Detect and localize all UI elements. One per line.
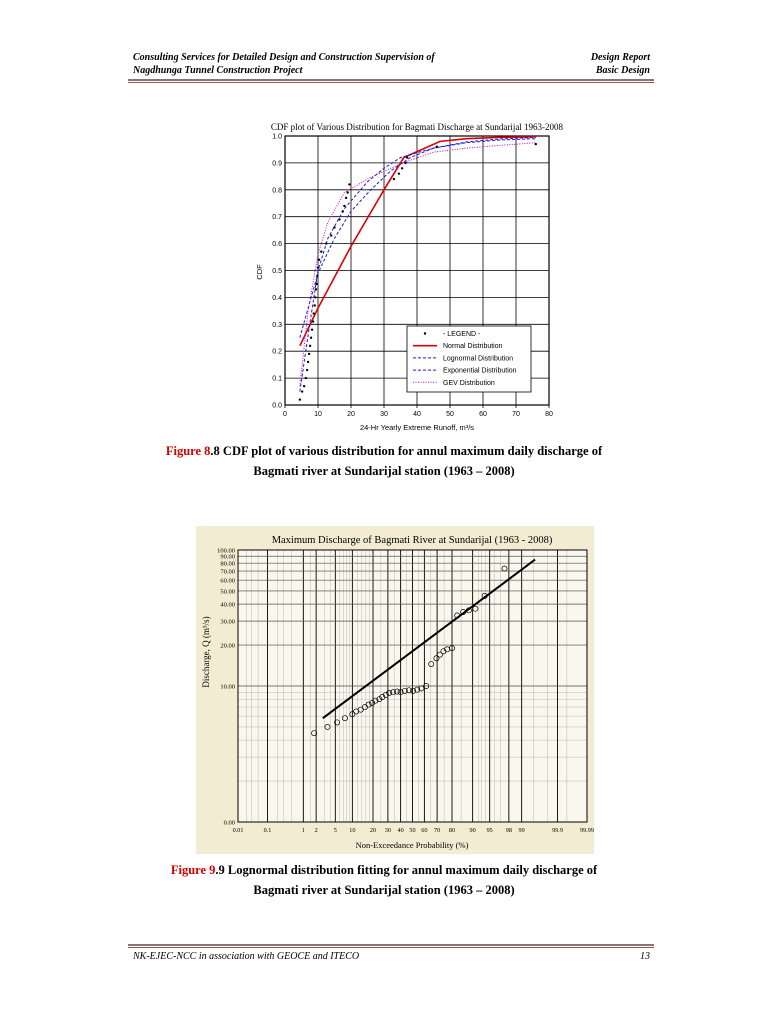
page-number: 13 [640,951,650,962]
cdf-y-tick-label: 0.0 [272,402,282,410]
cdf-data-point [301,390,303,392]
lognormal-chart-title: Maximum Discharge of Bagmati River at Sundarijal (1963 - 2008) [271,535,553,546]
cdf-legend [407,326,531,392]
lognormal-x-axis-label: Non-Exceedance Probability (%) [355,840,469,850]
lognormal-y-tick-label: 40.00 [220,601,235,609]
lognormal-y-tick-label: 10.00 [220,683,235,691]
lognormal-x-tick-label: 1 [301,827,305,834]
header-rule-accent [128,82,654,83]
lognormal-y-tick-label: 50.00 [220,588,235,596]
cdf-legend-title: - LEGEND - [443,331,481,338]
cdf-data-point [318,259,320,261]
cdf-data-point [325,242,327,244]
cdf-data-point [314,296,316,298]
header-report-type: Design Report [590,52,650,63]
cdf-data-point [315,288,317,290]
lognormal-x-tick-label: 95 [486,827,493,834]
lognormal-x-tick-label: 99 [518,827,525,834]
cdf-data-point [406,156,408,158]
cdf-x-tick-label: 70 [512,411,520,418]
lognormal-x-tick-label: 98 [505,827,512,834]
cdf-data-point [306,369,308,371]
lognormal-y-tick-label: 20.00 [220,642,235,650]
cdf-x-tick-label: 0 [283,411,287,418]
footer-organization: NK-EJEC-NCC in association with GEOCE and ITECO [133,951,360,962]
cdf-data-point [330,234,332,236]
lognormal-y-tick-label: 0.00 [223,819,235,827]
cdf-chart-title: CDF plot of Various Distribution for Bagmati Discharge at Sundarijal 1963-2008 [270,122,564,132]
lognormal-x-tick-label: 30 [384,827,391,834]
figure-9-caption [0,860,768,900]
lognormal-y-tick-label: 30.00 [220,618,235,626]
cdf-x-tick-label: 30 [380,411,388,418]
cdf-data-point [299,398,301,400]
lognormal-y-tick-label: 70.00 [220,568,235,576]
cdf-data-point [310,337,312,339]
figure-8-label: Figure 8 [165,444,211,458]
cdf-legend-entry: Lognormal Distribution [443,355,514,363]
lognormal-x-tick-label: 5 [333,827,337,834]
report-header-right [591,51,650,77]
cdf-data-point [398,172,400,174]
header-project-line1: Consulting Services for Detailed Design and Construction Supervision of [133,52,435,63]
cdf-x-axis-label: 24-Hr Yearly Extreme Runoff, m³/s [359,423,475,432]
cdf-data-point [312,320,314,322]
cdf-y-tick-label: 0.6 [272,241,282,249]
cdf-y-tick-label: 0.9 [272,160,282,168]
cdf-y-tick-label: 1.0 [272,133,282,141]
figure-9-label: Figure 9 [170,863,216,877]
header-report-section: Basic Design [595,65,650,76]
cdf-legend-entry: GEV Distribution [443,379,495,387]
cdf-data-point [393,178,395,180]
lognormal-y-tick-label: 100.00 [217,547,235,555]
cdf-x-tick-label: 80 [545,411,553,418]
cdf-data-point [303,385,305,387]
cdf-data-point [401,167,403,169]
lognormal-x-tick-label: 2 [314,827,318,834]
cdf-data-point [535,143,537,145]
lognormal-x-tick-label: 10 [349,827,356,834]
header-rule [128,79,654,81]
lognormal-grid [238,550,587,822]
cdf-x-tick-label: 20 [347,411,355,418]
footer-rule [128,944,654,946]
lognormal-x-tick-label: 0.1 [263,827,272,834]
cdf-data-point [436,146,438,148]
figure-9-caption-line1: .9 Lognormal distribution fitting for annul maximum daily discharge of [215,863,598,877]
footer-rule-accent [128,947,654,948]
cdf-y-tick-label: 0.1 [272,375,282,383]
cdf-data-point [338,218,340,220]
cdf-data-point [313,312,315,314]
cdf-legend-entry: Normal Distribution [443,343,503,351]
cdf-data-point [342,210,344,212]
lognormal-x-tick-label: 40 [397,827,404,834]
lognormal-x-tick-label: 99.9 [552,827,563,834]
cdf-legend-point-symbol [424,332,426,334]
cdf-data-point [314,304,316,306]
cdf-x-tick-label: 40 [413,411,421,418]
lognormal-probability-chart [196,526,594,854]
cdf-data-point [307,361,309,363]
cdf-data-point [404,162,406,164]
cdf-y-tick-label: 0.3 [272,321,282,329]
cdf-data-point [317,267,319,269]
cdf-x-tick-label: 60 [479,411,487,418]
cdf-data-point [345,197,347,199]
cdf-data-point [333,226,335,228]
cdf-legend-entry: Exponential Distribution [443,367,517,375]
lognormal-x-tick-label: 99.99 [580,827,594,834]
cdf-data-point [316,275,318,277]
cdf-chart [240,112,580,437]
header-project-line2: Nagdhunga Tunnel Construction Project [133,65,303,76]
cdf-data-point [343,205,345,207]
lognormal-y-tick-label: 60.00 [220,577,235,585]
lognormal-x-tick-label: 20 [369,827,377,834]
cdf-y-tick-label: 0.7 [272,214,282,222]
lognormal-x-tick-label: 50 [409,827,416,834]
cdf-data-point [305,377,307,379]
lognormal-x-tick-label: 0.01 [232,827,244,834]
cdf-y-axis-label: CDF [255,264,264,280]
cdf-y-tick-label: 0.5 [272,268,282,275]
lognormal-y-tick-label: 80.00 [220,560,235,568]
figure-9-caption-line2: Bagmati river at Sundarijal station (1963 – 2008) [253,883,515,897]
cdf-data-point [311,328,313,330]
lognormal-x-tick-label: 80 [448,827,456,834]
cdf-series-line [300,137,536,346]
lognormal-x-tick-label: 70 [434,827,441,834]
cdf-y-tick-label: 0.2 [272,348,282,356]
lognormal-y-axis-label: Discharge, Q (m³/s) [201,616,211,688]
cdf-y-tick-label: 0.4 [272,294,282,302]
figure-8-caption-line2: Bagmati river at Sundarijal station (1963 – 2008) [253,464,515,478]
cdf-data-point [308,353,310,355]
lognormal-x-tick-label: 90 [469,827,476,834]
cdf-data-point [315,283,317,285]
cdf-y-tick-label: 0.8 [272,187,282,195]
cdf-data-point [348,183,350,185]
cdf-x-tick-label: 10 [314,411,322,418]
figure-8-caption [0,441,768,481]
lognormal-y-tick-label: 90.00 [220,553,235,561]
cdf-x-tick-label: 50 [446,411,454,418]
report-header-left [133,51,435,77]
cdf-series-line [300,137,536,337]
cdf-data-point [347,191,349,193]
cdf-data-point [320,250,322,252]
lognormal-x-tick-label: 60 [421,827,428,834]
cdf-data-point [309,345,311,347]
figure-8-caption-line1: .8 CDF plot of various distribution for annul maximum daily discharge of [210,444,603,458]
